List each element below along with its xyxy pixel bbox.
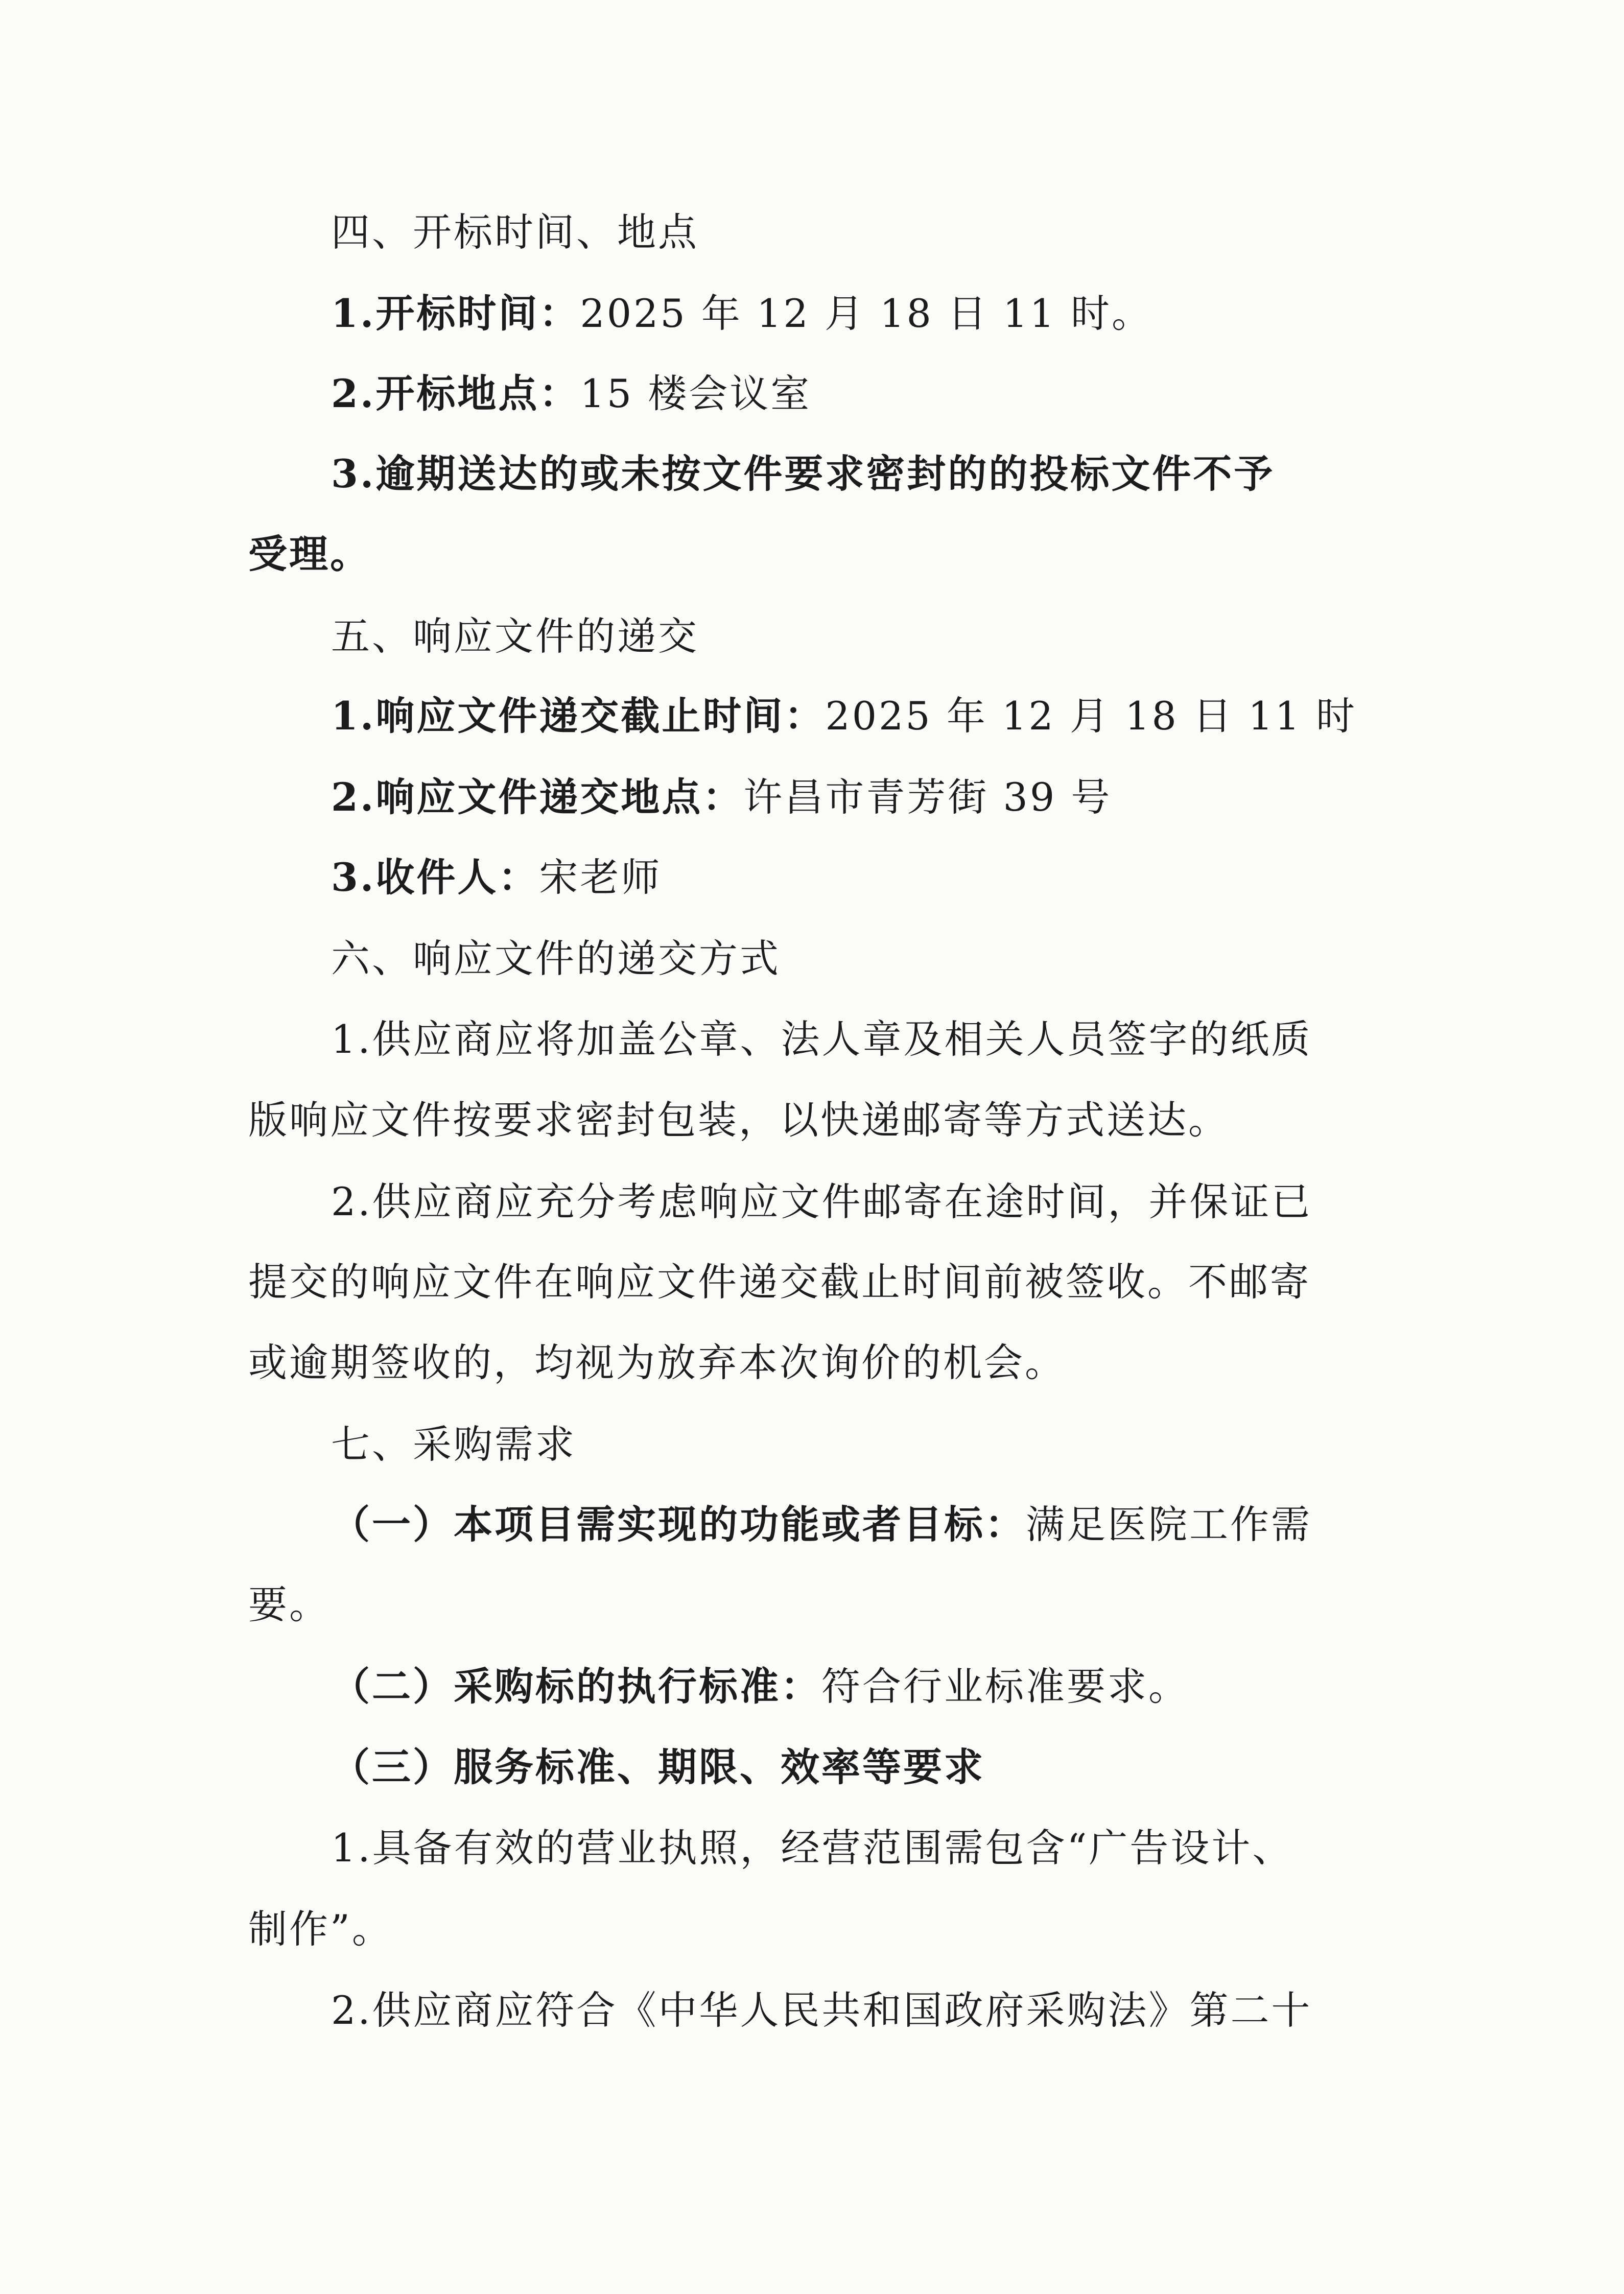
function-goal-line2: 要。 [248,1582,330,1627]
delivery-method-p2-line1: 2.供应商应充分考虑响应文件邮寄在途时间，并保证已 [331,1179,1312,1224]
bid-opening-place [331,369,811,418]
execution-standard [331,1662,1189,1711]
bid-opening-time-label: 1.开标时间： [331,291,580,336]
section-heading-4: 四、开标时间、地点 [331,209,699,255]
requirement-2-line1: 2.供应商应符合《中华人民共和国政府采购法》第二十 [331,1988,1312,2033]
submission-address-label: 2.响应文件递交地点： [331,774,744,820]
submission-address [331,773,1112,822]
delivery-method-p1-line2: 版响应文件按要求密封包装，以快递邮寄等方式送达。 [248,1097,1229,1143]
function-goal [331,1500,1312,1549]
section-heading-6: 六、响应文件的递交方式 [331,936,781,981]
recipient-value: 宋老师 [539,855,662,900]
bid-opening-time-value: 2025 年 12 月 18 日 11 时。 [580,291,1152,336]
submission-deadline-value: 2025 年 12 月 18 日 11 时 [825,693,1357,739]
bid-opening-place-value: 15 楼会议室 [580,371,812,416]
function-goal-label: （一）本项目需实现的功能或者目标： [331,1502,1026,1547]
submission-deadline-label: 1.响应文件递交截止时间： [331,693,826,739]
late-submission-note-line1: 3.逾期送达的或未按文件要求密封的的投标文件不予 [331,451,1275,496]
requirement-1-line2: 制作”。 [248,1906,393,1952]
execution-standard-value: 符合行业标准要求。 [821,1664,1189,1709]
delivery-method-p2-line3: 或逾期签收的，均视为放弃本次询价的机会。 [248,1340,1066,1385]
submission-deadline [331,692,1357,741]
late-submission-note-line2: 受理。 [248,531,371,577]
bid-opening-time [331,289,1152,338]
execution-standard-label: （二）采购标的执行标准： [331,1664,821,1709]
requirement-1-line1: 1.具备有效的营业执照，经营范围需包含“广告设计、 [331,1825,1293,1871]
delivery-method-p2-line2: 提交的响应文件在响应文件递交截止时间前被签收。不邮寄 [248,1259,1311,1305]
service-standard-heading: （三）服务标准、期限、效率等要求 [331,1744,985,1790]
submission-address-value: 许昌市青芳街 39 号 [743,774,1112,820]
section-heading-5: 五、响应文件的递交 [331,613,699,659]
delivery-method-p1-line1: 1.供应商应将加盖公章、法人章及相关人员签字的纸质 [331,1016,1312,1062]
function-goal-value: 满足医院工作需 [1026,1502,1312,1547]
recipient [331,853,662,902]
section-heading-7: 七、采购需求 [331,1422,576,1467]
recipient-label: 3.收件人： [331,855,539,900]
bid-opening-place-label: 2.开标地点： [331,371,580,416]
